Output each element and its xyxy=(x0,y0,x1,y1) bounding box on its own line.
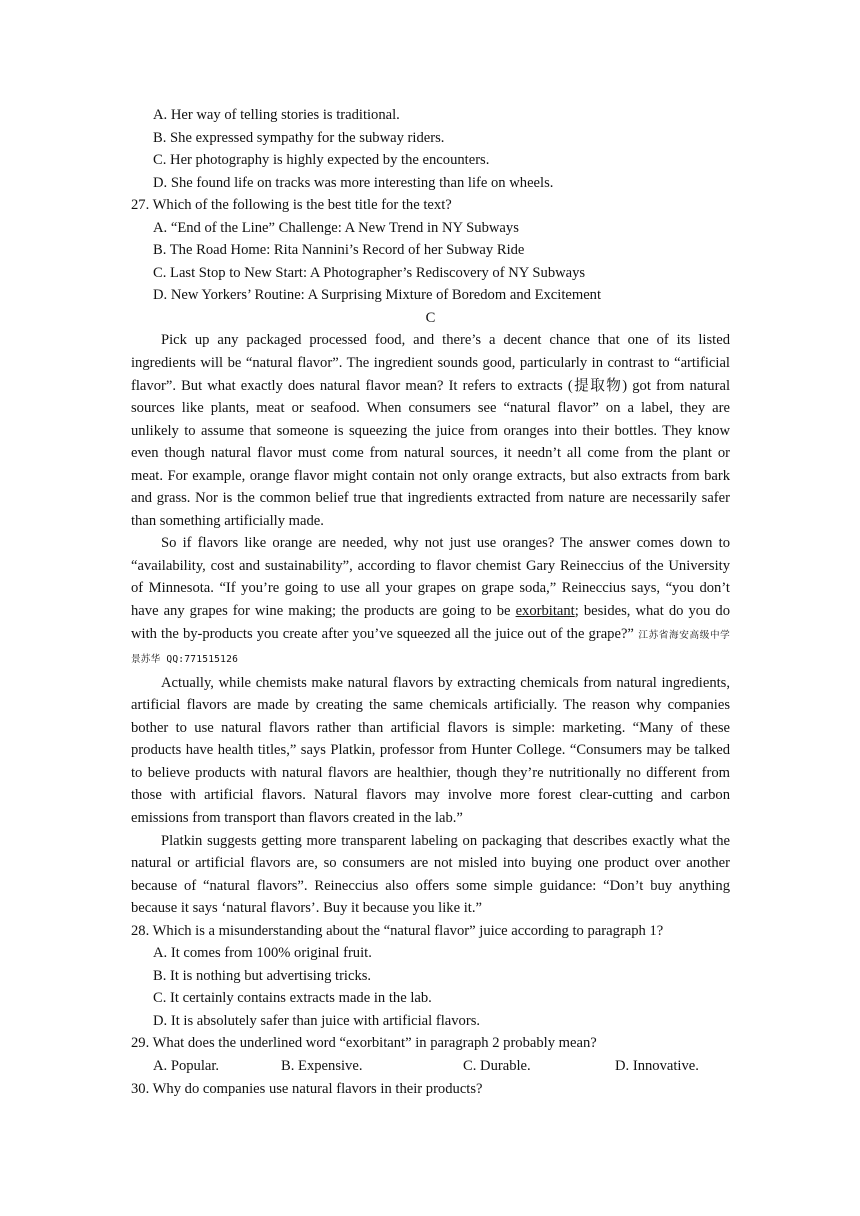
q29-option-d: D. Innovative. xyxy=(615,1057,699,1074)
q30-stem: 30. Why do companies use natural flavors in their products? xyxy=(131,1080,483,1097)
q26-options xyxy=(131,104,730,194)
question-28 xyxy=(131,920,730,1033)
q26-option-a: A. Her way of telling stories is traditional. xyxy=(153,107,400,123)
p2-text-after: ; besides, what do you do with the by-products you create after you’ve squeezed all the juice out of the grape?” xyxy=(131,603,730,642)
q27-option-b: B. The Road Home: Rita Nannini’s Record of her Subway Ride xyxy=(153,242,525,259)
q26-option-c: C. Her photography is highly expected by the encounters. xyxy=(153,152,490,169)
question-27 xyxy=(131,194,730,307)
q28-option-b: B. It is nothing but advertising tricks. xyxy=(153,967,372,984)
q26-option-b: B. She expressed sympathy for the subway riders. xyxy=(153,129,445,146)
q28-stem: 28. Which is a misunderstanding about the “natural flavor” juice according to paragraph 1? xyxy=(131,922,664,939)
q27-option-a: A. “End of the Line” Challenge: A New Trend in NY Subways xyxy=(153,219,519,236)
question-30 xyxy=(131,1078,730,1101)
question-29 xyxy=(131,1032,730,1077)
source-note: 江苏省海安高级中学 景苏华 QQ:771515126 xyxy=(131,629,730,666)
q26-option-d: D. She found life on tracks was more interesting than life on wheels. xyxy=(153,174,554,191)
q29-option-b: B. Expensive. xyxy=(281,1057,363,1074)
q27-option-d: D. New Yorkers’ Routine: A Surprising Mixture of Boredom and Excitement xyxy=(153,287,602,304)
exam-page xyxy=(131,104,730,1100)
q28-option-c: C. It certainly contains extracts made in the lab. xyxy=(153,990,432,1007)
passage-paragraph-4: Platkin suggests getting more transparent labeling on packaging that describes exactly what the natural or artificial flavors are, so consumers are not misled into buying one product over another because of “natural flavors”. Reineccius also offers some simple guidance: “Don’t buy anything because it says ‘natural flavors’. Buy it because you like it.” xyxy=(131,832,730,917)
passage-paragraph-1: Pick up any packaged processed food, and there’s a decent chance that one of its listed ingredients will be “natural flavor”. The ingredient sounds good, particularly in contrast to “artificial flavor”. But what exactly does natural flavor mean? It refers to extracts (提取物) got from natural sources like plants, meat or seafood. When consumers see “natural flavor” on a label, they are unlikely to assume that someone is squeezing the juice from oranges into their bottles. They know even though natural flavor must come from natural sources, it needn’t all come from the plant or meat. For example, orange flavor might contain not only orange extracts, but also extracts from bark and grass. Nor is the common belief true that ingredients extracted from nature are necessarily safer than something artificially made. xyxy=(131,332,730,529)
passage-paragraph-3: Actually, while chemists make natural flavors by extracting chemicals from natural ingredients, artificial flavors are made by creating the same chemicals artificially. The reason why companies bother to use natural flavors rather than artificial flavors is simple: marketing. “Many of these products have health titles,” says Platkin, professor from Hunter College. “Consumers may be talked to believe products with natural flavors are healthier, though they’re nutritionally no different from those with artificial flavors. Natural flavors may involve more forest clear-cutting and carbon emissions from transport than flavors created in the lab.” xyxy=(131,674,730,826)
q29-option-a: A. Popular. xyxy=(153,1057,220,1074)
q27-stem: 27. Which of the following is the best title for the text? xyxy=(131,197,452,214)
q29-option-c: C. Durable. xyxy=(463,1057,531,1074)
q29-stem: 29. What does the underlined word “exorbitant” in paragraph 2 probably mean? xyxy=(131,1035,597,1052)
passage-c xyxy=(131,329,730,919)
q28-option-a: A. It comes from 100% original fruit. xyxy=(153,945,372,962)
q29-options-row xyxy=(131,1055,730,1078)
p2-text-before: So if flavors like orange are needed, why not just use oranges? The answer comes down to “availability, cost and sustainability”, according to flavor chemist Gary Reineccius of the University of Minnesota. “If you’re going to use all your grapes on grape soda,” Reineccius says, “you don’t have any grapes for wine making; the products are going to be xyxy=(131,535,730,620)
passage-paragraph-2 xyxy=(131,532,730,671)
underlined-word: exorbitant xyxy=(515,603,575,620)
q28-option-d: D. It is absolutely safer than juice with artificial flavors. xyxy=(153,1012,481,1029)
section-letter: C xyxy=(425,309,436,326)
q27-option-c: C. Last Stop to New Start: A Photographer’s Rediscovery of NY Subways xyxy=(153,264,586,281)
